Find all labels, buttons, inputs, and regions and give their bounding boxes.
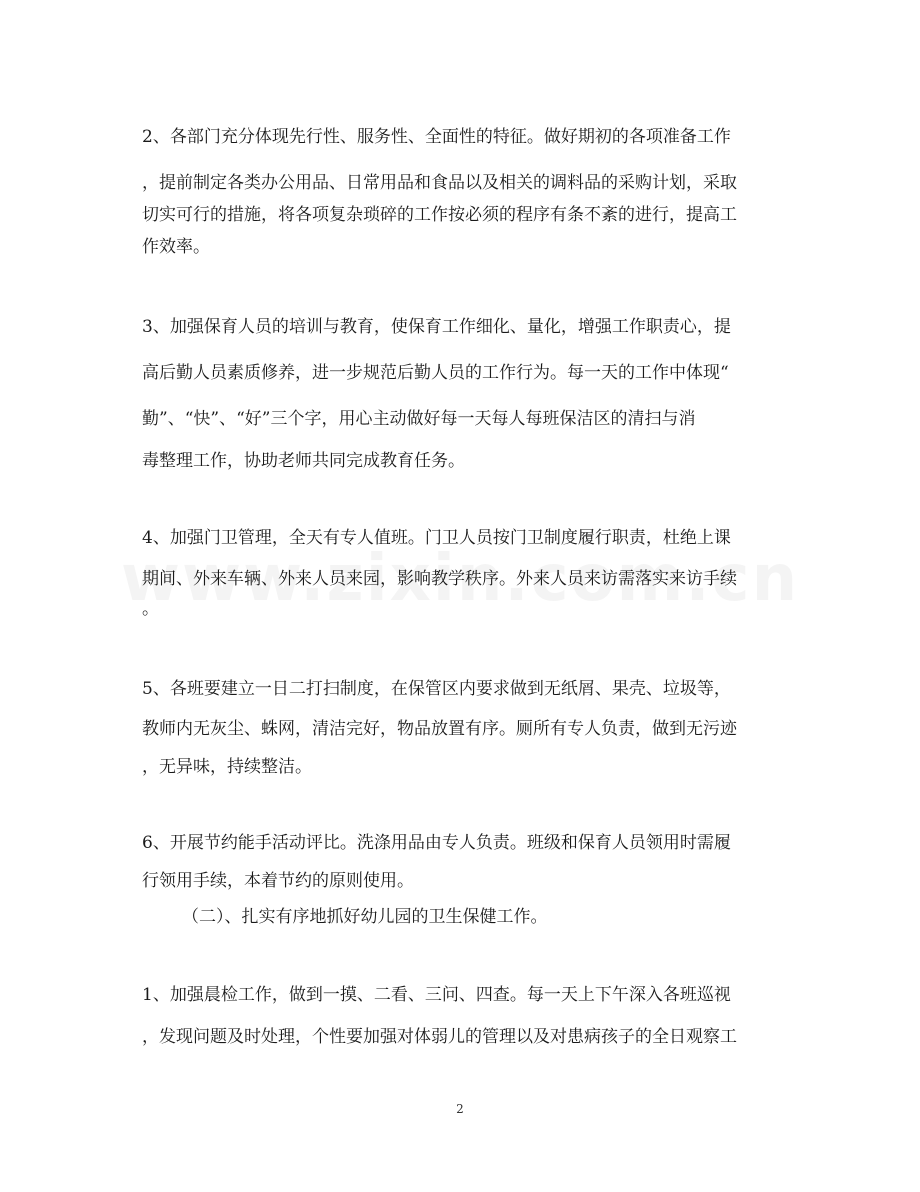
paragraph-2-line-2: ，提前制定各类办公用品、日常用品和食品以及相关的调料品的采购计划，采取 (142, 173, 737, 193)
section-2-paragraph-1-line-2: ，发现问题及时处理，个性要加强对体弱儿的管理以及对患病孩子的全日观察工 (142, 1027, 737, 1047)
paragraph-4-line-1: 4、加强门卫管理，全天有专人值班。门卫人员按门卫制度履行职责，杜绝上课 (142, 528, 731, 548)
paragraph-3-line-4: 毒整理工作，协助老师共同完成教育任务。 (142, 451, 465, 471)
paragraph-5-line-1: 5、各班要建立一日二打扫制度，在保管区内要求做到无纸屑、果壳、垃圾等， (142, 679, 731, 699)
paragraph-4-line-2: 期间、外来车辆、外来人员来园，影响教学秩序。外来人员来访需落实来访手续 (142, 569, 737, 589)
section-2-paragraph-1-line-1: 1、加强晨检工作，做到一摸、二看、三问、四查。每一天上下午深入各班巡视 (142, 985, 731, 1005)
page-number: 2 (456, 1102, 464, 1116)
paragraph-5-line-3: ，无异味，持续整洁。 (142, 757, 312, 777)
paragraph-6-line-2: 行领用手续，本着节约的原则使用。 (142, 871, 414, 891)
paragraph-2-line-4: 作效率。 (142, 237, 210, 257)
paragraph-3-line-1: 3、加强保育人员的培训与教育，使保育工作细化、量化，增强工作职责心，提 (142, 317, 731, 337)
paragraph-2-line-3: 切实可行的措施，将各项复杂琐碎的工作按必须的程序有条不紊的进行，提高工 (142, 205, 737, 225)
paragraph-3-line-2: 高后勤人员素质修养，进一步规范后勤人员的工作行为。每一天的工作中体现“ (142, 363, 729, 383)
paragraph-3-line-3: 勤”、“快”、“好”三个字，用心主动做好每一天每人每班保洁区的清扫与消 (142, 409, 696, 429)
paragraph-4-line-3: 。 (142, 599, 159, 619)
paragraph-5-line-2: 教师内无灰尘、蛛网，清洁完好，物品放置有序。厕所有专人负责，做到无污迹 (142, 719, 737, 739)
paragraph-2-line-1: 2、各部门充分体现先行性、服务性、全面性的特征。做好期初的各项准备工作 (142, 127, 731, 147)
section-2-heading: （二）、扎实有序地抓好幼儿园的卫生保健工作。 (182, 907, 548, 927)
paragraph-6-line-1: 6、开展节约能手活动评比。洗涤用品由专人负责。班级和保育人员领用时需履 (142, 833, 731, 853)
